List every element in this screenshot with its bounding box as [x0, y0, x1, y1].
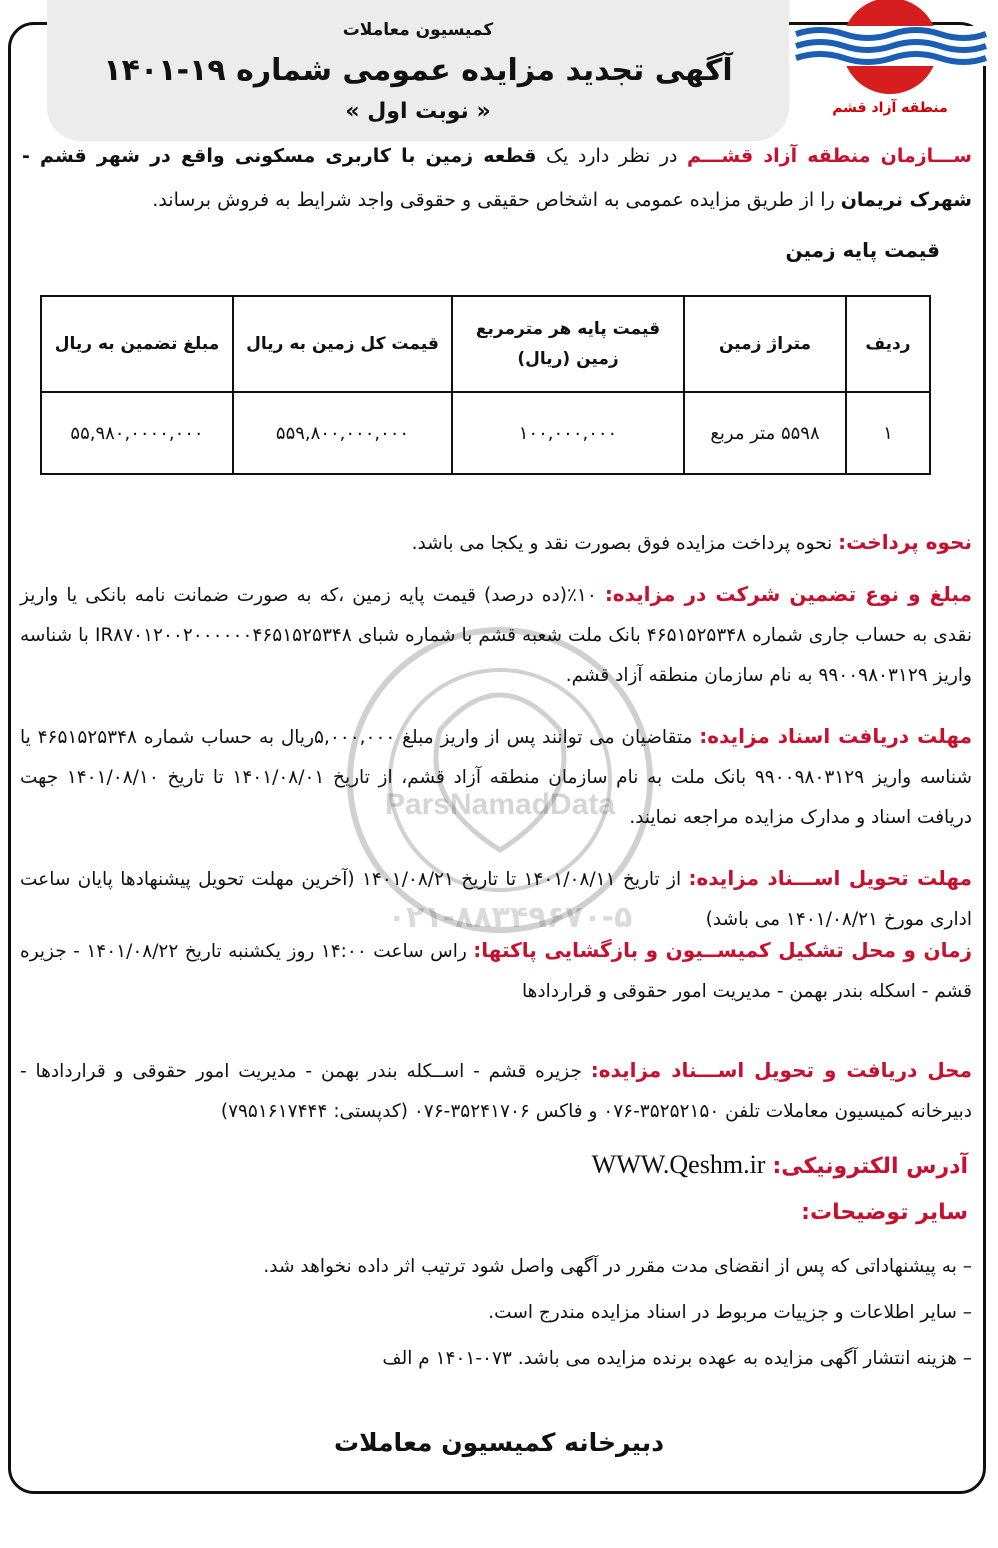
- watermark-phone: ۰۲۱-۸۸۳۴۹۶۷۰-۵: [387, 900, 633, 935]
- intro-text-2: را از طریق مزایده عمومی به اشخاص حقیقی و حقوقی واجد شرایط به فروش برساند.: [152, 189, 841, 211]
- delivery-deadline-section: [20, 858, 972, 940]
- website-label: آدرس الکترونیکی:: [772, 1154, 968, 1179]
- website-line: [592, 1150, 968, 1180]
- other-notes-title: سایر توضیحات:: [801, 1200, 968, 1225]
- payment-text: نحوه پرداخت مزایده فوق بصورت نقد و یکجا می باشد.: [411, 533, 839, 554]
- guarantee-text: ۱۰٪(ده درصد) قیمت پایه زمین ،که به صورت ضمانت نامه بانکی یا واریز نقدی به حساب جاری شماره ۴۶۵۱۵۲۵۳۴۸ بانک ملت شعبه قشم با شماره شبای IR۸۷۰۱۲۰۰۲۰۰۰۰۰۰۴۶۵۱۵۲۵۳۴۸ با شناسه واریز ۹۹۰۰۹۸۰۳۱۲۹ به نام سازمان منطقه آزاد قشم.: [20, 585, 972, 686]
- docs-deadline-section: [20, 716, 972, 838]
- payment-label: نحوه پرداخت:: [838, 530, 972, 554]
- list-item: – هزینه انتشار آگهی مزایده به عهده برنده مزایده می باشد. ۰۷۳-۱۴۰۱ م الف: [40, 1336, 972, 1382]
- logo-caption: منطقه آزاد قشم: [832, 100, 948, 116]
- base-price-title: قیمت پایه زمین: [785, 238, 940, 262]
- location-section: [20, 1050, 972, 1132]
- cell-total-price: ۵۵۹,۸۰۰,۰۰۰,۰۰۰: [233, 392, 452, 474]
- intro-paragraph: [22, 134, 972, 222]
- header-area: متراژ زمین: [684, 296, 846, 392]
- commission-section: [20, 930, 972, 1012]
- cell-row-number: ۱: [846, 392, 930, 474]
- notice-round: « نوبت اول »: [345, 99, 491, 124]
- payment-section: [20, 522, 972, 564]
- guarantee-section: [20, 574, 972, 696]
- header-box: [47, 0, 789, 141]
- notice-title: آگهی تجدید مزایده عمومی شماره ۱۹-۱۴۰۱: [103, 53, 733, 88]
- watermark-text: ParsNamadData: [384, 788, 616, 821]
- guarantee-label: مبلغ و نوع تضمین شرکت در مزایده:: [604, 582, 972, 606]
- header-row-number: ردیف: [846, 296, 930, 392]
- intro-text-1: در نظر دارد یک: [536, 145, 688, 167]
- cell-area: ۵۵۹۸ متر مربع: [684, 392, 846, 474]
- table-header-row: [41, 296, 930, 392]
- website-link[interactable]: WWW.Qeshm.ir: [591, 1150, 766, 1179]
- header-guarantee-amount: مبلغ تضمین به ریال: [41, 296, 233, 392]
- qeshm-free-zone-logo: [792, 0, 988, 120]
- intro-bold-text: قطعه زمین با کاربری مسکونی واقع در شهر قشم - شهرک نریمان: [22, 145, 972, 211]
- cell-price-per-meter: ۱۰۰,۰۰۰,۰۰۰: [452, 392, 684, 474]
- footer-signature: دبیرخانه کمیسیون معاملات: [333, 1428, 665, 1457]
- price-table: [40, 295, 931, 475]
- commission-label: زمان و محل تشکیل کمیســیون و بازگشایی پاکتها:: [473, 938, 972, 962]
- docs-deadline-text: متقاضیان می توانند پس از واریز مبلغ ۵,۰۰۰,۰۰۰ریال به حساب شماره ۴۶۵۱۵۲۵۳۴۸ یا شناسه واریز ۹۹۰۰۹۸۰۳۱۲۹ بانک ملت به نام سازمان منطقه آزاد قشم، از تاریخ ۱۴۰۱/۰۸/۰۱ تا تاریخ ۱۴۰۱/۰۸/۱۰ جهت دریافت اسناد و مدارک مزایده مراجعه نمایند.: [20, 727, 972, 828]
- list-item: – سایر اطلاعات و جزییات مربوط در اسناد مزایده مندرج است.: [40, 1290, 972, 1336]
- delivery-deadline-text: از تاریخ ۱۴۰۱/۰۸/۱۱ تا تاریخ ۱۴۰۱/۰۸/۲۱ (آخرین مهلت تحویل پیشنهادها پایان ساعت اداری مورخ ۱۴۰۱/۰۸/۲۱ می باشد): [20, 869, 972, 930]
- list-item: – به پیشنهاداتی که پس از انقضای مدت مقرر در آگهی واصل شود ترتیب اثر داده نخواهد شد.: [40, 1244, 972, 1290]
- location-text: جزیره قشم - اســکله بندر بهمن - مدیریت امور حقوقی و قراردادها - دبیرخانه کمیسیون معاملات تلفن ۳۵۲۵۲۱۵۰-۰۷۶ و فاکس ۳۵۲۴۱۷۰۶-۰۷۶ (کدپستی: ۷۹۵۱۶۱۷۴۴۴): [20, 1061, 972, 1122]
- cell-guarantee-amount: ۵۵,۹۸۰,۰۰۰۰,۰۰۰: [41, 392, 233, 474]
- header-total-price: قیمت کل زمین به ریال: [233, 296, 452, 392]
- header-subtitle: کمیسیون معاملات: [342, 20, 494, 40]
- table-row: [41, 392, 930, 474]
- delivery-deadline-label: مهلت تحویل اســـناد مزایده:: [688, 866, 972, 890]
- organization-name: ســـازمان منطقه آزاد قشـــم: [687, 145, 972, 167]
- location-label: محل دریافت و تحویل اســـناد مزایده:: [590, 1058, 972, 1082]
- commission-text: راس ساعت ۱۴:۰۰ روز یکشنبه تاریخ ۱۴۰۱/۰۸/۲۲ - جزیره قشم - اسکله بندر بهمن - مدیریت امور حقوقی و قراردادها: [20, 941, 972, 1002]
- logo-emblem-icon: [792, 0, 988, 100]
- other-notes-list: [40, 1244, 972, 1382]
- docs-deadline-label: مهلت دریافت اسناد مزایده:: [699, 724, 973, 748]
- header-price-per-meter: قیمت پایه هر مترمربع زمین (ریال): [452, 296, 684, 392]
